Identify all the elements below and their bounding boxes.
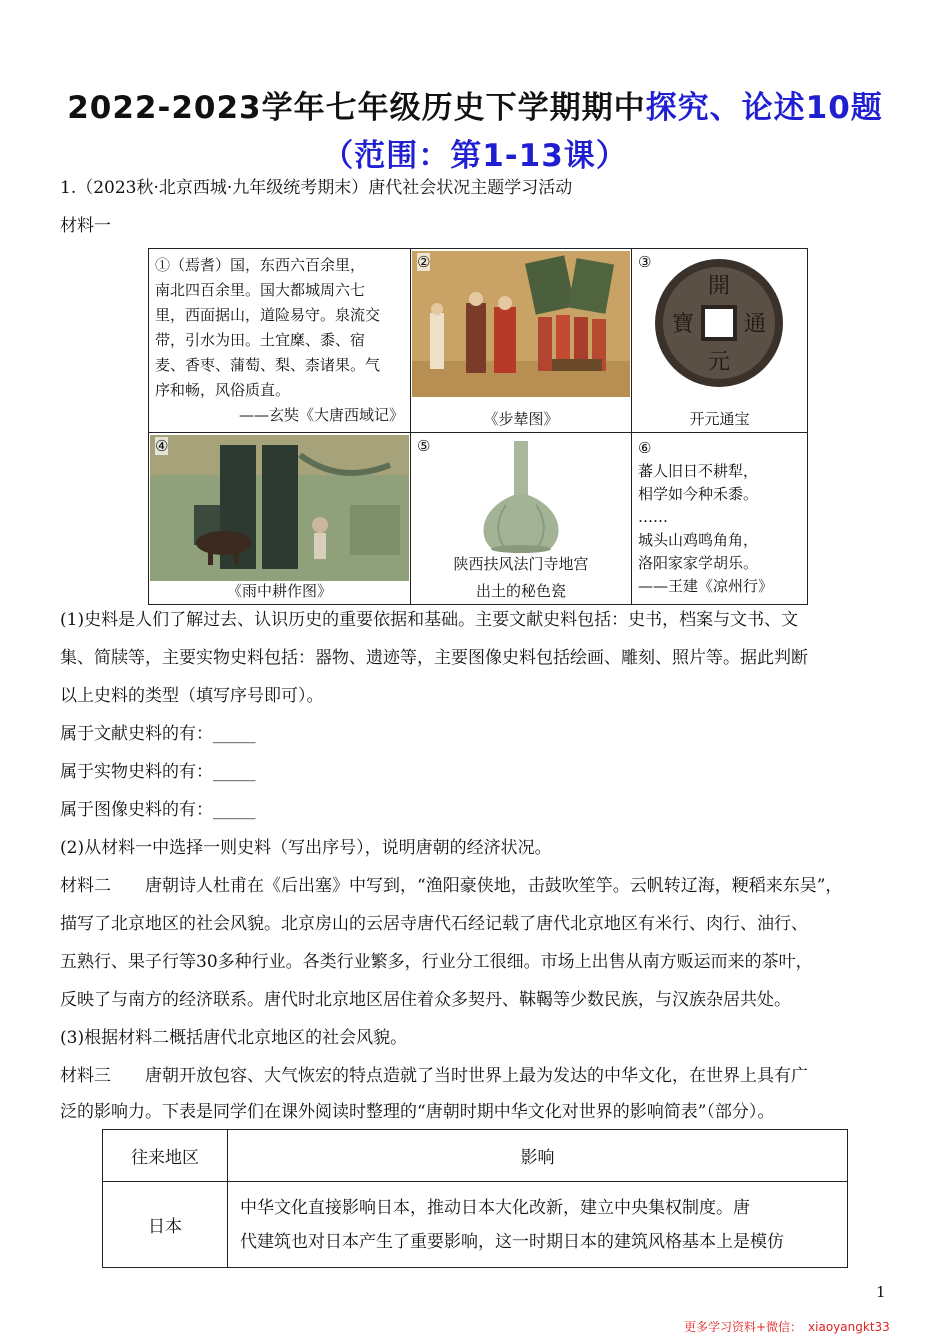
text-source: ——玄奘《大唐西域记》 bbox=[238, 406, 404, 424]
cell-number: ③ bbox=[638, 253, 652, 271]
text-line: （焉耆）国，东西六百余里， bbox=[170, 256, 366, 274]
cell-caption: 陕西扶风法门寺地宫 bbox=[453, 555, 589, 573]
material-2-line: 材料二 唐朝诗人杜甫在《后出塞》中写到，“渔阳豪侠地，击鼓吹笙竽。云帆转辽海，粳稻来东吴”， bbox=[60, 876, 843, 896]
text-line: 麦、香枣、蒲萄、梨、柰诸果。气 bbox=[155, 356, 381, 374]
cell-caption: 出土的秘色瓷 bbox=[475, 582, 566, 600]
material-2-line: 反映了与南方的经济联系。唐代时北京地区居住着众多契丹、靺鞨等少数民族，与汉族杂居共处。 bbox=[60, 990, 791, 1010]
impact-line: 代建筑也对日本产生了重要影响，这一时期日本的建筑风格基本上是模仿 bbox=[240, 1231, 784, 1252]
material-3-line: 泛的影响力。下表是同学们在课外阅读时整理的“唐朝时期中华文化对世界的影响简表”（部分）。 bbox=[60, 1102, 775, 1122]
material-2-line: 五熟行、果子行等30多种行业。各类行业繁多，行业分工很细。市场上出售从南方贩运而来的茶叶， bbox=[60, 952, 813, 972]
text-line: 带，引水为田。土宜穈、黍、宿 bbox=[155, 331, 366, 349]
text-line: 洛阳家家学胡乐。 bbox=[638, 554, 759, 572]
text-line: 南北四百余里。国大都城周六七 bbox=[155, 281, 366, 299]
material-1-table bbox=[148, 248, 808, 605]
blank-image: 属于图像史料的有：_____ bbox=[60, 800, 256, 820]
bunian-painting-image bbox=[412, 251, 630, 397]
material-1-label: 材料一 bbox=[60, 216, 111, 236]
row-impact-japan bbox=[228, 1182, 848, 1268]
cell-caption: 《步辇图》 bbox=[483, 410, 559, 428]
page-title-line2: （范围：第1-13课） bbox=[322, 138, 628, 174]
material-2-line: 描写了北京地区的社会风貌。北京房山的云居寺唐代石经记载了唐代北京地区有米行、肉行、油行、 bbox=[60, 914, 808, 934]
cell-1-text-source bbox=[149, 249, 411, 433]
title-highlight: 探究、论述10题 bbox=[645, 90, 883, 126]
page-title-line1 bbox=[0, 82, 950, 127]
impact-line: 中华文化直接影响日本，推动日本大化改新，建立中央集权制度。唐 bbox=[240, 1197, 750, 1218]
cell-3-coin bbox=[632, 249, 808, 433]
header-region: 往来地区 bbox=[103, 1130, 228, 1182]
cell-caption: 开元通宝 bbox=[689, 410, 750, 428]
page-number: 1 bbox=[876, 1283, 886, 1301]
celadon-vase-image bbox=[412, 435, 630, 555]
q1-part2: (2)从材料一中选择一则史料（写出序号），说明唐朝的经济状况。 bbox=[60, 838, 552, 858]
coin-char-left: 寶 bbox=[672, 312, 695, 337]
coin-char-right: 通 bbox=[744, 312, 767, 337]
coin-char-top: 開 bbox=[708, 274, 731, 299]
cell-number: ⑤ bbox=[417, 437, 431, 455]
text-line: 序和畅，风俗质直。 bbox=[155, 381, 291, 399]
question-1-stem: 1.（2023秋·北京西城·九年级统考期末）唐代社会状况主题学习活动 bbox=[60, 178, 573, 198]
footer-note: 更多学习资料+微信： xiaoyangkt33 bbox=[684, 1320, 890, 1334]
row-region-japan: 日本 bbox=[103, 1182, 228, 1268]
header-impact: 影响 bbox=[228, 1130, 848, 1182]
text-line: …… bbox=[638, 508, 668, 526]
cell-4-mural bbox=[149, 433, 411, 605]
text-line: 蕃人旧日不耕犁， bbox=[638, 462, 759, 480]
text-source: ——王建《凉州行》 bbox=[638, 577, 774, 595]
cell-number: ④ bbox=[155, 437, 169, 455]
blank-physical: 属于实物史料的有：_____ bbox=[60, 762, 256, 782]
title-main: 2022-2023学年七年级历史下学期期中 bbox=[67, 90, 646, 126]
cell-number: ⑥ bbox=[638, 439, 652, 457]
rain-farming-mural-image bbox=[150, 435, 409, 581]
cell-caption: 《雨中耕作图》 bbox=[226, 582, 332, 600]
q1-part1-line: (1)史料是人们了解过去、认识历史的重要依据和基础。主要文献史料包括：史书，档案与文书、文 bbox=[60, 610, 799, 630]
text-line: 相学如今种禾黍。 bbox=[638, 485, 759, 503]
cell-2-painting bbox=[411, 249, 632, 433]
text-line: 里，西面据山，道险易守。泉流交 bbox=[155, 306, 381, 324]
q1-part1-line: 集、简牍等，主要实物史料包括：器物、遗迹等，主要图像史料包括绘画、雕刻、照片等。据此判断 bbox=[60, 648, 808, 668]
coin-char-bottom: 元 bbox=[708, 350, 731, 375]
q1-part1-line: 以上史料的类型（填写序号即可）。 bbox=[60, 686, 324, 706]
text-line: 城头山鸡鸣角角， bbox=[638, 531, 759, 549]
cell-number: ② bbox=[417, 253, 431, 271]
blank-documentary: 属于文献史料的有：_____ bbox=[60, 724, 256, 744]
material-3-line: 材料三 唐朝开放包容、大气恢宏的特点造就了当时世界上最为发达的中华文化，在世界上具有广 bbox=[60, 1066, 808, 1086]
cell-6-poem bbox=[632, 433, 808, 605]
q1-part3: (3)根据材料二概括唐代北京地区的社会风貌。 bbox=[60, 1028, 408, 1048]
influence-table bbox=[102, 1129, 848, 1268]
cell-number: ① bbox=[155, 256, 171, 274]
cell-5-vase bbox=[411, 433, 632, 605]
